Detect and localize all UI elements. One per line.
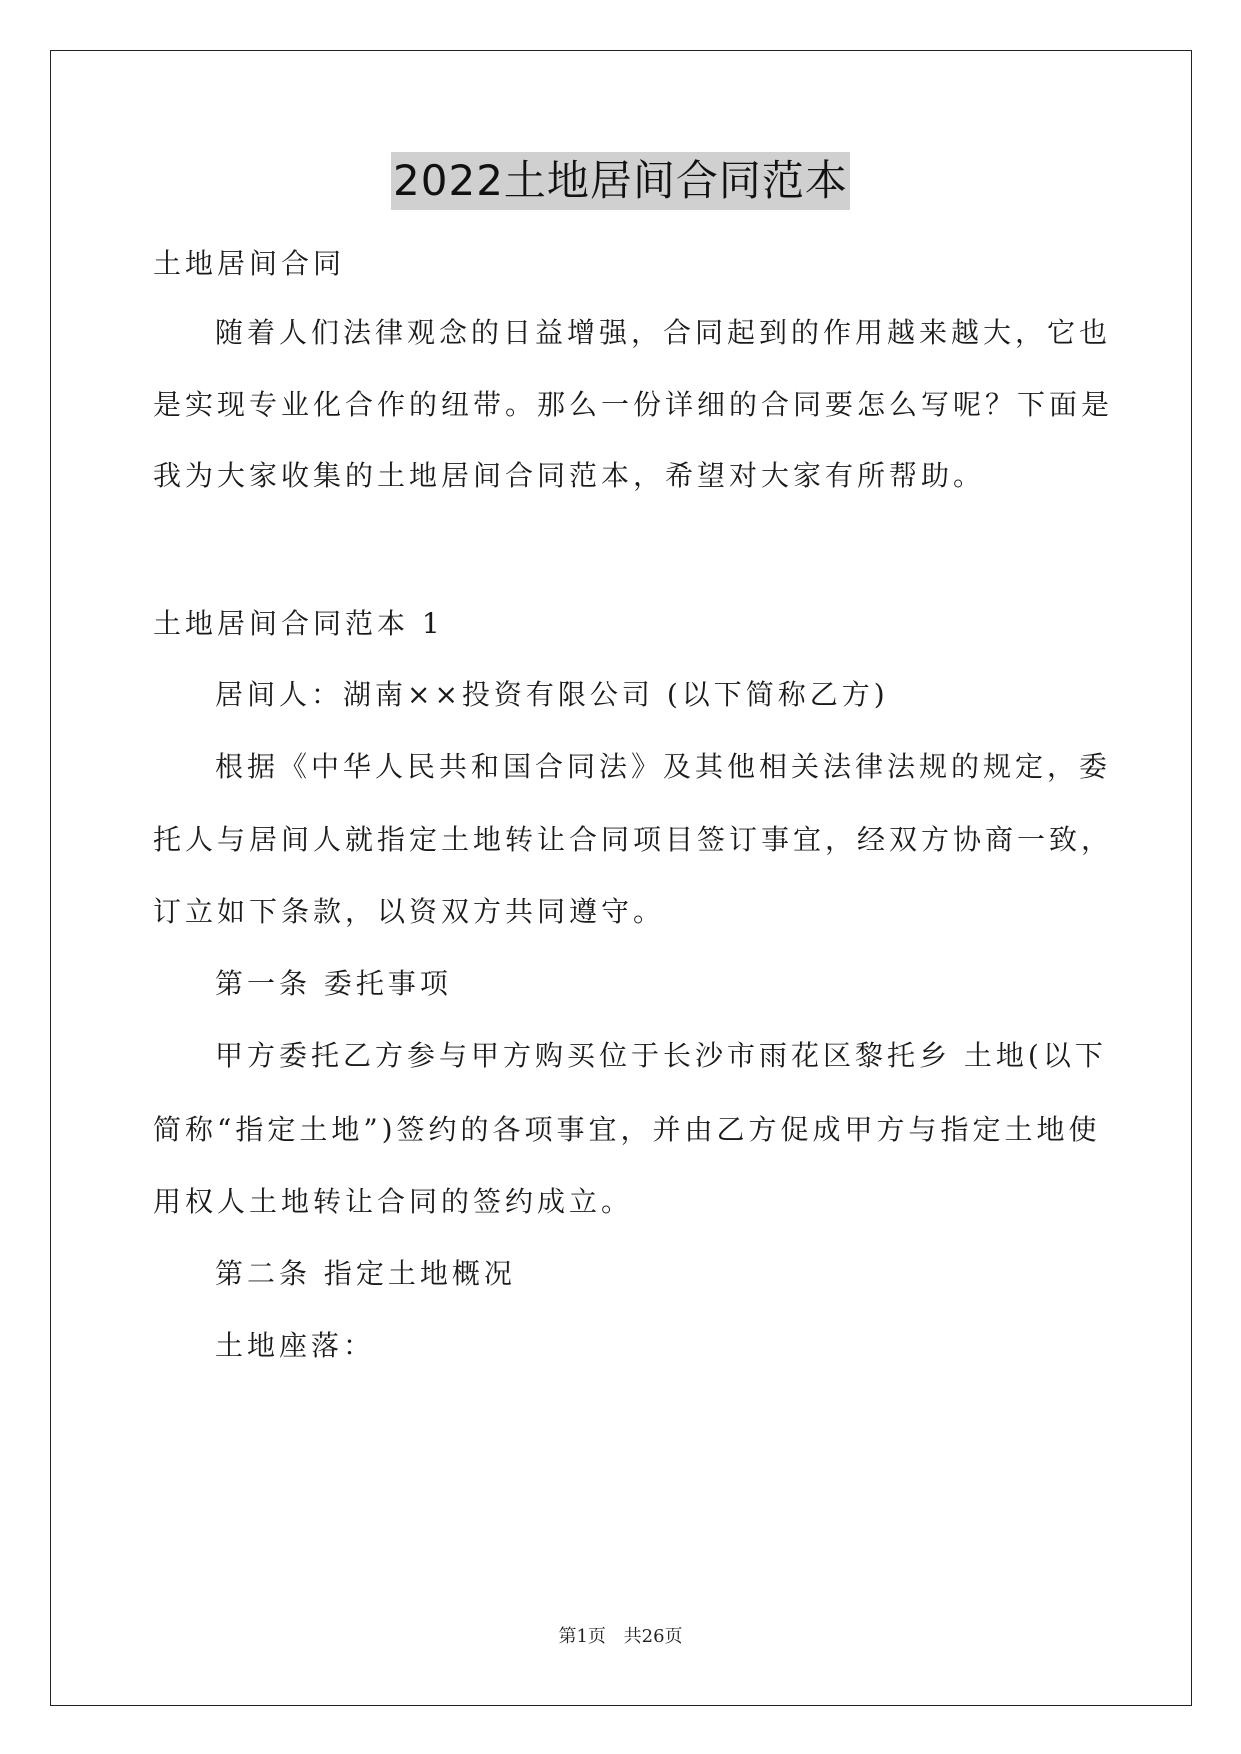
title-container: [0, 152, 1241, 210]
page-border: [50, 50, 1192, 1706]
paragraph-line: 甲方委托乙方参与甲方购买位于长沙市雨花区黎托乡 土地(以下: [215, 1039, 1107, 1072]
article-heading: 第一条 委托事项: [215, 967, 452, 1000]
paragraph-line: 我为大家收集的土地居间合同范本，希望对大家有所帮助。: [153, 459, 986, 492]
paragraph-line: 简称“指定土地”)签约的各项事宜，并由乙方促成甲方与指定土地使: [153, 1113, 1101, 1146]
paragraph-line: 居间人：湖南××投资有限公司 (以下简称乙方): [215, 678, 889, 711]
section-heading: 土地居间合同范本 1: [153, 607, 444, 640]
page-number: 第1页: [558, 1626, 606, 1647]
paragraph-line: 随着人们法律观念的日益增强，合同起到的作用越来越大，它也: [215, 316, 1112, 349]
paragraph-line: 土地座落：: [215, 1329, 376, 1362]
subtitle-line: 土地居间合同: [153, 247, 346, 280]
document-title: 2022土地居间合同范本: [391, 152, 850, 210]
paragraph-line: 订立如下条款，以资双方共同遵守。: [153, 895, 666, 928]
article-heading: 第二条 指定土地概况: [215, 1257, 516, 1290]
paragraph-line: 根据《中华人民共和国合同法》及其他相关法律法规的规定，委: [215, 750, 1112, 783]
paragraph-line: 托人与居间人就指定土地转让合同项目签订事宜，经双方协商一致，: [153, 823, 1114, 856]
page-footer: [0, 1625, 1241, 1649]
page-total: 共26页: [623, 1626, 683, 1647]
paragraph-line: 用权人土地转让合同的签约成立。: [153, 1185, 634, 1218]
paragraph-line: 是实现专业化合作的纽带。那么一份详细的合同要怎么写呢？下面是: [153, 388, 1114, 421]
